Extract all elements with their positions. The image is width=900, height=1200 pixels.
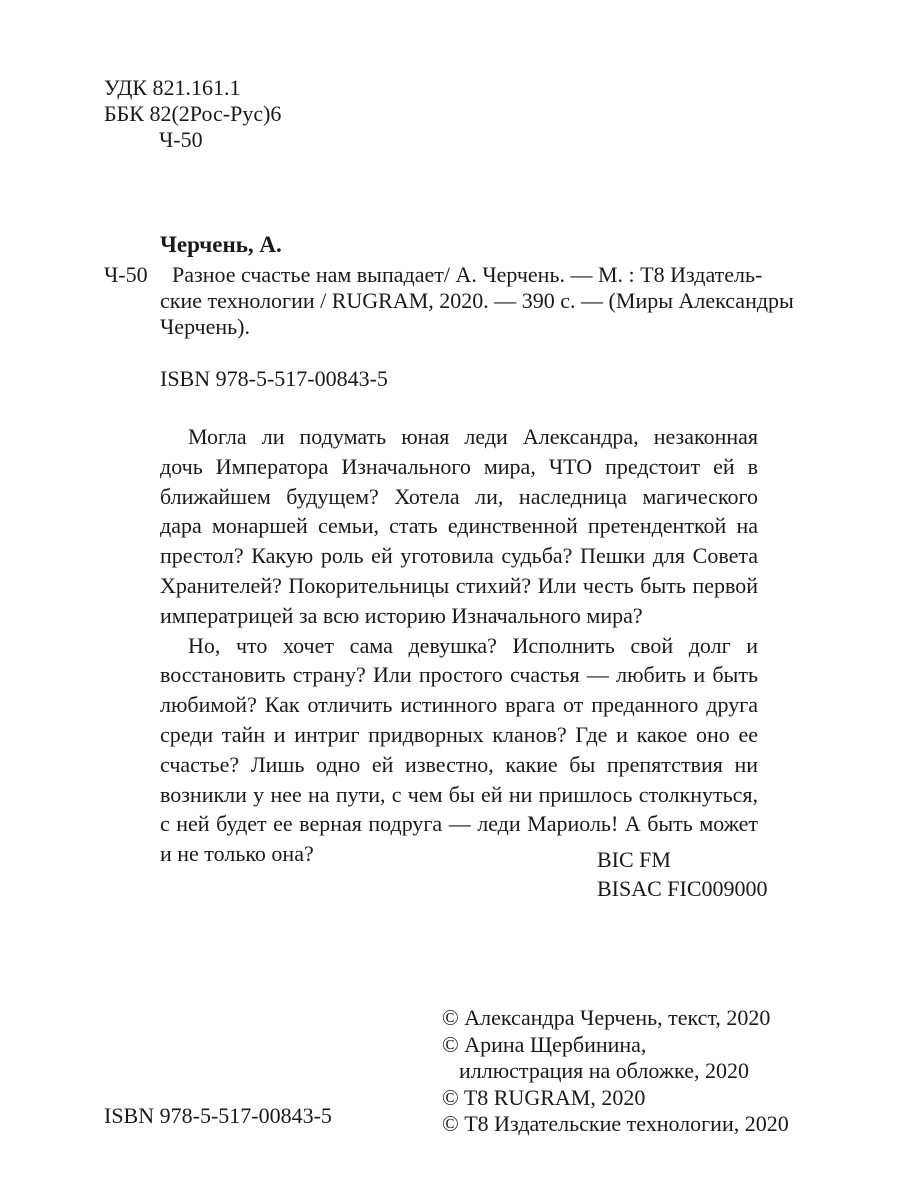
annotation-line: возникли у нее на пути, с чем бы ей ни пришлось столкнуться, (160, 781, 758, 807)
isbn-footer: ISBN 978-5-517-00843-5 (104, 1103, 332, 1128)
bib-line: ские технологии / RUGRAM, 2020. — 390 с. — (Миры Александры (160, 288, 794, 313)
annotation-line: дочь Императора Изначального мира, ЧТО предстоит ей в (160, 453, 758, 479)
annotation-line: престол? Какую роль ей уготовила судьба? Пешки для Совета (160, 543, 758, 569)
bib-line: Разное счастье нам выпадает/ А. Черчень. — М. : Т8 Издатель- (172, 262, 763, 287)
copyright-block (442, 1005, 789, 1138)
annotation-line: среди тайн и интриг придворных кланов? Где и какое оно ее (160, 721, 758, 747)
bbk-code: ББК 82(2Рос-Рус)6 (104, 101, 282, 126)
author-mark: Ч-50 (159, 127, 203, 152)
annotation-line: императрицей за всю историю Изначального мира? (160, 602, 643, 628)
isbn-main: ISBN 978-5-517-00843-5 (160, 366, 388, 391)
annotation-line: и не только она? (160, 841, 314, 867)
bic-code: BIC FM (597, 847, 671, 872)
annotation-line: любимой? Как отличить истинного врага от преданного друга (160, 692, 758, 718)
annotation-line: Могла ли подумать юная леди Александра, незаконная (188, 424, 758, 449)
copyright-author: © Александра Черчень, текст, 2020 (442, 1005, 771, 1030)
copyright-illustrator-role: иллюстрация на обложке, 2020 (459, 1058, 749, 1083)
bib-line: Черчень). (160, 314, 250, 339)
annotation-line: восстановить страну? Или простого счастья — любить и быть (160, 662, 758, 688)
annotation-line: с ней будет ее верная подруга — леди Мариоль! А быть может (160, 811, 758, 837)
bisac-code: BISAC FIC009000 (597, 876, 768, 901)
annotation-line: дара монаршей семьи, стать единственной претенденткой на (160, 513, 758, 539)
annotation-line: ближайшем будущем? Хотела ли, наследница магического (160, 483, 758, 509)
catalog-header (104, 75, 281, 153)
bibliographic-description (160, 262, 794, 340)
classification-codes (597, 845, 768, 903)
annotation-line: Хранителей? Покорительницы стихий? Или честь быть первой (160, 572, 758, 598)
copyright-rugram: © T8 RUGRAM, 2020 (442, 1084, 646, 1110)
copyright-illustrator: © Арина Щербинина, (442, 1031, 647, 1057)
udk-code: УДК 821.161.1 (104, 75, 241, 100)
copyright-publisher: © Т8 Издательские технологии, 2020 (442, 1111, 789, 1136)
entry-author: Черчень, А. (160, 232, 282, 257)
annotation-line: счастье? Лишь одно ей известно, какие бы препятствия ни (160, 751, 758, 777)
entry-author-mark: Ч-50 (104, 262, 148, 287)
annotation-line: Но, что хочет сама девушка? Исполнить свой долг и (188, 632, 758, 658)
annotation (160, 422, 758, 869)
